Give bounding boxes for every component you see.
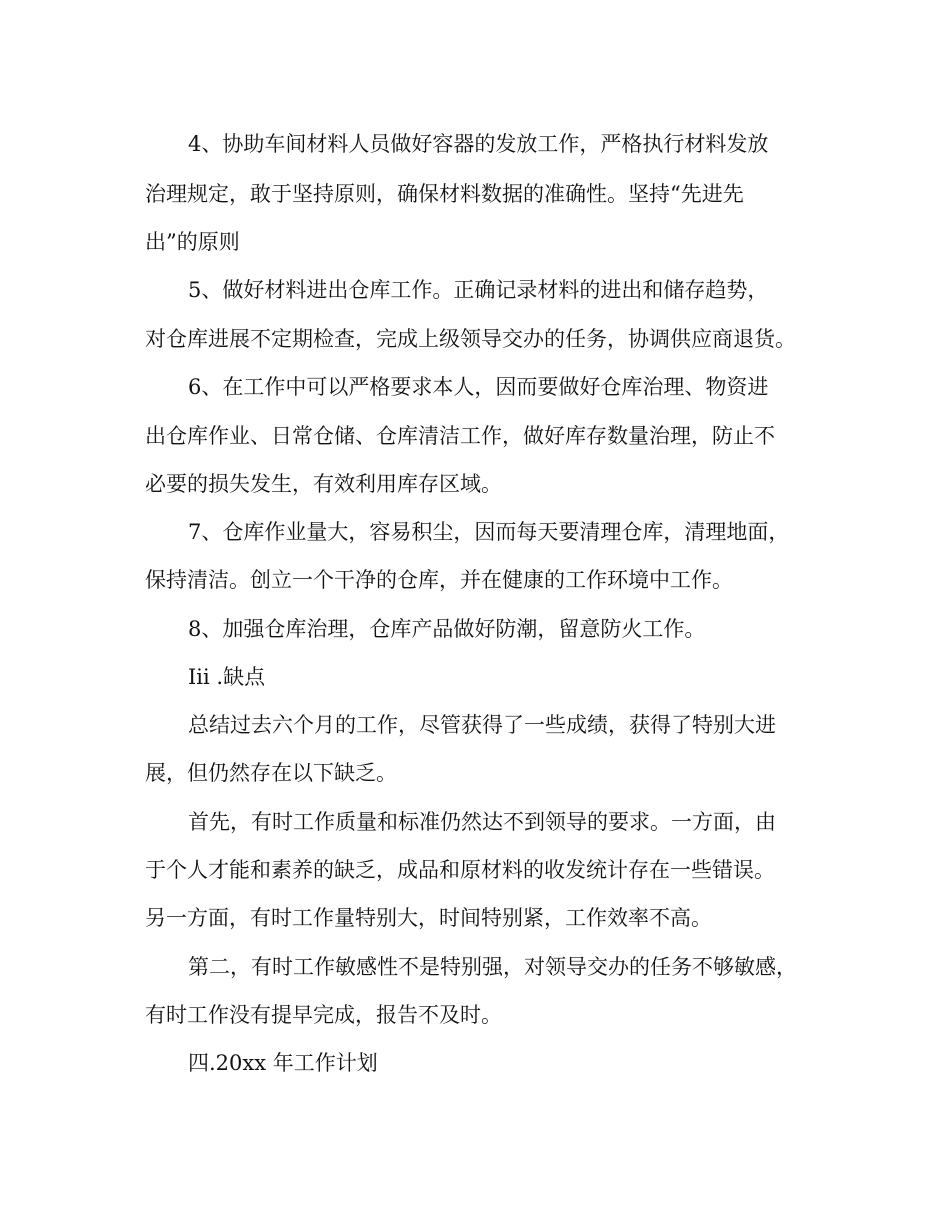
first-point-line-1: 首先，有时工作质量和标准仍然达不到领导的要求。一方面，由 <box>188 810 776 834</box>
item-7-line-2: 保持清洁。创立一个干净的仓库，并在健康的工作环境中工作。 <box>145 568 733 592</box>
second-point-line-2: 有时工作没有提早完成，报告不及时。 <box>145 1003 502 1027</box>
second-point-line-1: 第二，有时工作敏感性不是特别强，对领导交办的任务不够敏感， <box>188 955 797 979</box>
item-6-line-1: 6、在工作中可以严格要求本人，因而要做好仓库治理、物资进 <box>188 375 769 399</box>
item-6-line-3: 必要的损失发生，有效利用库存区域。 <box>145 472 502 496</box>
item-5-line-2: 对仓库进展不定期检查，完成上级领导交办的任务，协调供应商退货。 <box>145 327 796 351</box>
first-point-line-3: 另一方面，有时工作量特别大，时间特别紧，工作效率不高。 <box>145 906 712 930</box>
item-6-line-2: 出仓库作业、日常仓储、仓库清洁工作，做好库存数量治理，防止不 <box>145 424 775 448</box>
section-heading-shortcomings: Iii .缺点 <box>188 665 266 689</box>
summary-line-2: 展，但仍然存在以下缺乏。 <box>145 761 397 785</box>
item-4-line-1: 4、协助车间材料人员做好容器的发放工作，严格执行材料发放 <box>188 132 769 156</box>
item-4-line-2: 治理规定，敢于坚持原则，确保材料数据的准确性。坚持“先进先 <box>145 182 744 206</box>
item-7-line-1: 7、仓库作业量大，容易积尘，因而每天要清理仓库，清理地面， <box>188 520 790 544</box>
first-point-line-2: 于个人才能和素养的缺乏，成品和原材料的收发统计存在一些错误。 <box>145 858 775 882</box>
summary-line-1: 总结过去六个月的工作，尽管获得了一些成绩，获得了特别大进 <box>188 713 776 737</box>
item-8-line-1: 8、加强仓库治理，仓库产品做好防潮，留意防火工作。 <box>188 617 706 641</box>
item-4-line-3: 出”的原则 <box>145 230 240 254</box>
section-heading-work-plan: 四.20xx 年工作计划 <box>188 1051 378 1075</box>
item-5-line-1: 5、做好材料进出仓库工作。正确记录材料的进出和储存趋势， <box>188 278 769 302</box>
